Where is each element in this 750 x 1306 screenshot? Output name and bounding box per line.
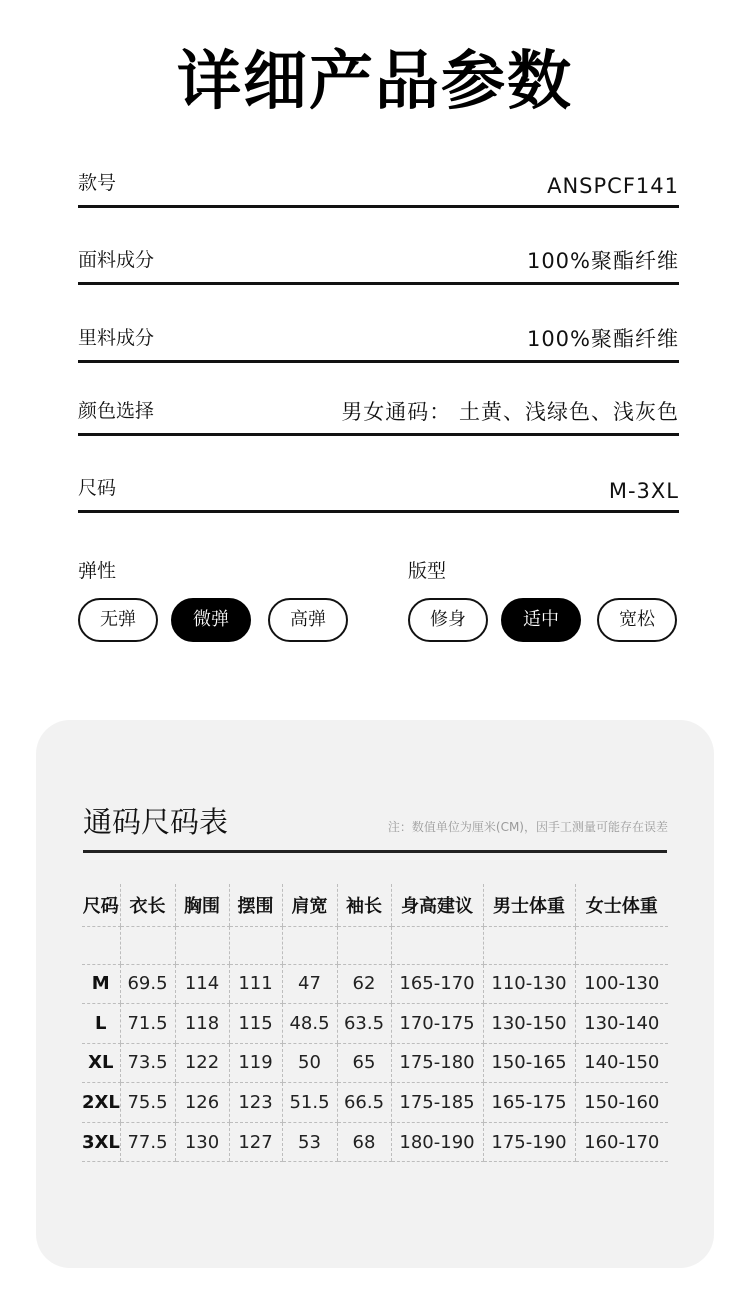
table-header: 肩宽 [282, 884, 337, 926]
table-cell: 165-170 [391, 964, 483, 1004]
size-cell: XL [82, 1043, 120, 1083]
table-cell: 68 [337, 1122, 391, 1162]
table-cell: 65 [337, 1043, 391, 1083]
fit-option-slim: 修身 [408, 598, 488, 642]
table-cell: 115 [229, 1004, 282, 1044]
table-cell: 62 [337, 964, 391, 1004]
spec-label: 里料成分 [78, 327, 155, 349]
table-cell [82, 926, 120, 964]
table-header: 摆围 [229, 884, 282, 926]
page-title: 详细产品参数 [177, 45, 573, 119]
table-cell: 71.5 [120, 1004, 175, 1044]
table-cell [337, 926, 391, 964]
table-cell: 175-185 [391, 1083, 483, 1123]
table-cell: 73.5 [120, 1043, 175, 1083]
table-cell: 122 [175, 1043, 229, 1083]
table-cell: 130 [175, 1122, 229, 1162]
table-cell: 130-140 [575, 1004, 668, 1044]
table-header-row [82, 884, 668, 926]
fit-option-loose: 宽松 [597, 598, 677, 642]
table-cell: 180-190 [391, 1122, 483, 1162]
spec-value: 男女通码： 土黄、浅绿色、浅灰色 [341, 400, 679, 424]
spec-label: 款号 [78, 172, 117, 194]
spec-row-style-number [78, 168, 679, 208]
elasticity-option-high: 高弹 [268, 598, 348, 642]
table-cell: 118 [175, 1004, 229, 1044]
size-cell: 2XL [82, 1083, 120, 1123]
spec-row-fabric [78, 245, 679, 285]
table-cell [229, 926, 282, 964]
table-cell: 100-130 [575, 964, 668, 1004]
spec-value: 100%聚酯纤维 [526, 327, 679, 351]
table-cell: 175-190 [483, 1122, 575, 1162]
table-cell: 50 [282, 1043, 337, 1083]
table-cell: 170-175 [391, 1004, 483, 1044]
table-cell: 130-150 [483, 1004, 575, 1044]
spec-value: ANSPCF141 [547, 174, 679, 198]
table-cell [282, 926, 337, 964]
size-chart-card [36, 720, 714, 1268]
table-cell: 150-165 [483, 1043, 575, 1083]
table-header: 袖长 [337, 884, 391, 926]
size-table-body [82, 926, 668, 1162]
elasticity-option-slight: 微弹 [171, 598, 251, 642]
table-row [82, 1004, 668, 1044]
table-cell: 110-130 [483, 964, 575, 1004]
spec-row-colors [78, 396, 679, 436]
table-cell: 53 [282, 1122, 337, 1162]
table-header: 男士体重 [483, 884, 575, 926]
table-cell: 150-160 [575, 1083, 668, 1123]
table-cell [575, 926, 668, 964]
size-table [82, 884, 668, 1162]
size-chart-title: 通码尺码表 [83, 805, 229, 839]
table-cell: 119 [229, 1043, 282, 1083]
fit-label: 版型 [408, 560, 447, 582]
table-cell [175, 926, 229, 964]
table-cell: 69.5 [120, 964, 175, 1004]
table-header: 衣长 [120, 884, 175, 926]
elasticity-label: 弹性 [78, 560, 117, 582]
table-row [82, 1122, 668, 1162]
table-cell: 126 [175, 1083, 229, 1123]
fit-option-regular: 适中 [501, 598, 581, 642]
spec-value: 100%聚酯纤维 [526, 249, 679, 273]
table-header: 尺码 [82, 884, 120, 926]
size-cell: L [82, 1004, 120, 1044]
table-cell: 140-150 [575, 1043, 668, 1083]
table-row [82, 964, 668, 1004]
table-cell [391, 926, 483, 964]
table-cell: 77.5 [120, 1122, 175, 1162]
size-chart-divider [83, 850, 667, 853]
table-cell: 123 [229, 1083, 282, 1123]
elasticity-option-none: 无弹 [78, 598, 158, 642]
table-cell: 111 [229, 964, 282, 1004]
size-cell: M [82, 964, 120, 1004]
table-cell: 47 [282, 964, 337, 1004]
table-cell: 165-175 [483, 1083, 575, 1123]
spec-row-lining [78, 323, 679, 363]
spec-label: 颜色选择 [78, 400, 155, 422]
size-cell: 3XL [82, 1122, 120, 1162]
spec-label: 尺码 [78, 477, 117, 499]
table-cell [483, 926, 575, 964]
table-cell: 160-170 [575, 1122, 668, 1162]
table-cell: 175-180 [391, 1043, 483, 1083]
size-chart-note: 注：数值单位为厘米(CM)，因手工测量可能存在误差 [387, 820, 668, 834]
table-cell: 48.5 [282, 1004, 337, 1044]
table-cell: 66.5 [337, 1083, 391, 1123]
table-header: 胸围 [175, 884, 229, 926]
table-header: 身高建议 [391, 884, 483, 926]
spec-label: 面料成分 [78, 249, 155, 271]
table-cell: 127 [229, 1122, 282, 1162]
table-cell: 63.5 [337, 1004, 391, 1044]
table-cell: 51.5 [282, 1083, 337, 1123]
table-cell [120, 926, 175, 964]
table-cell: 75.5 [120, 1083, 175, 1123]
table-cell: 114 [175, 964, 229, 1004]
table-row [82, 1043, 668, 1083]
table-spacer-row [82, 926, 668, 964]
table-row [82, 1083, 668, 1123]
spec-value: M-3XL [608, 479, 679, 503]
table-header: 女士体重 [575, 884, 668, 926]
spec-row-size [78, 473, 679, 513]
